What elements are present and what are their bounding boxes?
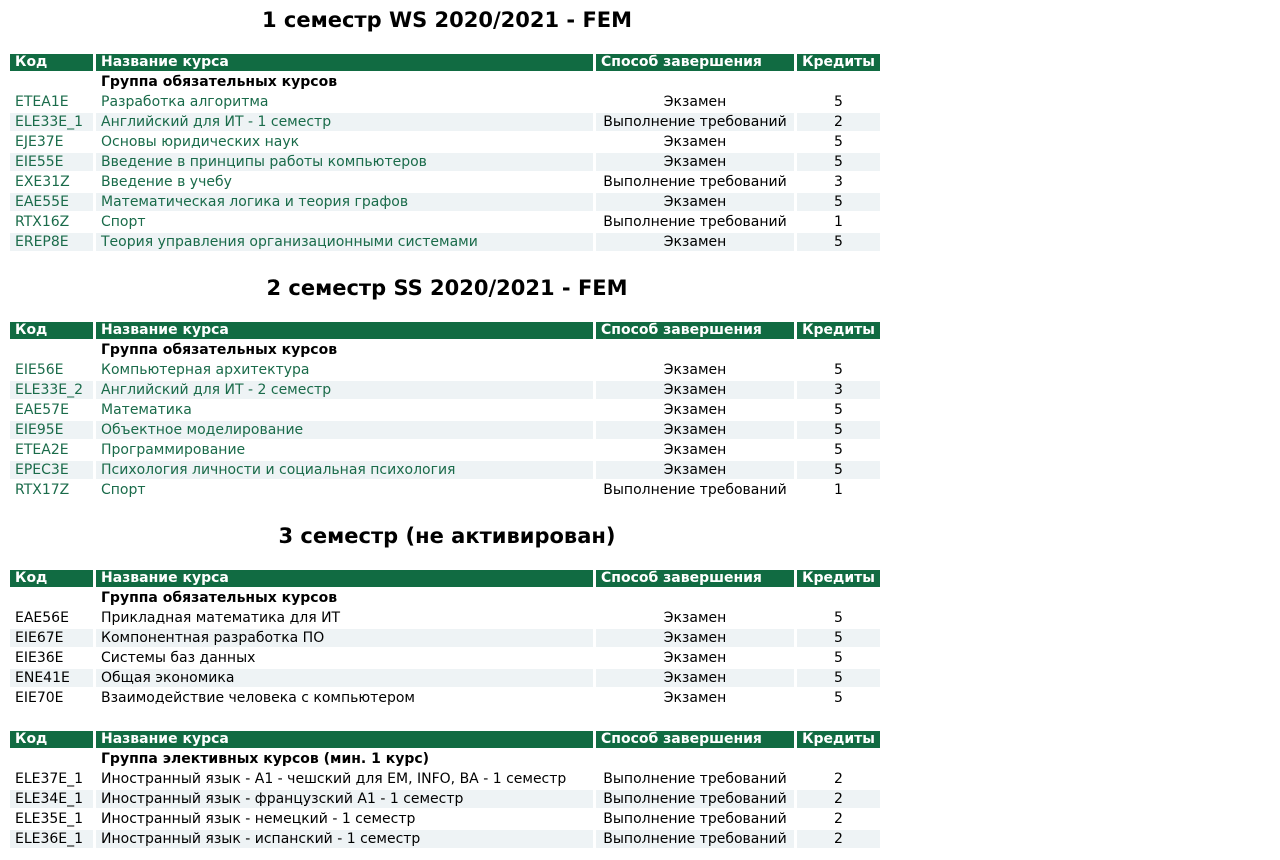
course-code: ELE35E_1: [15, 811, 84, 827]
table-row: [10, 810, 880, 828]
table-header-row: [10, 570, 880, 587]
course-credits: 5: [834, 442, 843, 458]
course-completion: Экзамен: [596, 153, 794, 171]
course-completion: Экзамен: [596, 233, 794, 251]
course-name-link[interactable]: Объектное моделирование: [96, 421, 593, 439]
course-completion: Выполнение требований: [596, 113, 794, 131]
table-row[interactable]: [10, 153, 880, 171]
course-name: Общая экономика: [96, 669, 593, 687]
table-row[interactable]: [10, 113, 880, 131]
course-code-link[interactable]: RTX17Z: [15, 482, 70, 498]
course-completion: Экзамен: [663, 650, 727, 666]
semester-3-elective-table: [7, 729, 883, 850]
course-name: Иностранный язык - A1 - чешский для EM, INFO, BA - 1 семестр: [101, 771, 567, 787]
course-code: EAE56E: [15, 610, 69, 626]
course-completion: Выполнение требований: [603, 482, 787, 498]
table-header-row: [10, 54, 880, 71]
course-name-link[interactable]: Английский для ИТ - 1 семестр: [96, 113, 593, 131]
table-row[interactable]: [10, 361, 880, 379]
semester-2-title: 2 семестр SS 2020/2021 - FEM: [266, 276, 628, 300]
table-row[interactable]: [10, 421, 880, 439]
course-name-link[interactable]: Компьютерная архитектура: [101, 362, 310, 378]
course-code: ELE37E_1: [15, 771, 84, 787]
course-credits: 3: [797, 381, 880, 399]
table-header-row: [10, 322, 880, 339]
group-name: Группа элективных курсов (мин. 1 курс): [101, 751, 430, 767]
table-row: [10, 830, 880, 848]
course-credits: 5: [797, 193, 880, 211]
course-credits: 5: [834, 362, 843, 378]
course-name: Иностранный язык - французский A1 - 1 семестр: [96, 790, 593, 808]
course-credits: 5: [834, 650, 843, 666]
course-completion: Экзамен: [596, 629, 794, 647]
course-name-link[interactable]: Введение в принципы работы компьютеров: [96, 153, 593, 171]
course-credits: 2: [834, 771, 843, 787]
semester-1-title: 1 семестр WS 2020/2021 - FEM: [261, 8, 633, 32]
table-row: [10, 609, 880, 627]
course-code-link[interactable]: ETEA1E: [15, 94, 69, 110]
table-header-row: [10, 731, 880, 748]
course-credits: 5: [834, 402, 843, 418]
course-code-link[interactable]: ELE33E_1: [10, 113, 93, 131]
table-row[interactable]: [10, 193, 880, 211]
header-credits[interactable]: Кредиты: [797, 54, 880, 71]
course-name-link[interactable]: Основы юридических наук: [101, 134, 300, 150]
course-name-link[interactable]: Математическая логика и теория графов: [96, 193, 593, 211]
course-code: ELE36E_1: [10, 830, 93, 848]
table-row[interactable]: [10, 401, 880, 419]
course-credits: 5: [834, 134, 843, 150]
course-code-link[interactable]: EIE55E: [10, 153, 93, 171]
course-credits: 5: [834, 610, 843, 626]
header-course-name[interactable]: Название курса: [96, 731, 593, 748]
course-completion: Экзамен: [663, 442, 727, 458]
group-row: [10, 750, 880, 768]
course-code-link[interactable]: ETEA2E: [15, 442, 69, 458]
course-credits: 5: [834, 690, 843, 706]
course-code: EIE70E: [15, 690, 64, 706]
course-completion: Экзамен: [596, 381, 794, 399]
table-row: [10, 689, 880, 707]
course-completion: Экзамен: [663, 402, 727, 418]
course-name-link[interactable]: Разработка алгоритма: [101, 94, 269, 110]
header-code[interactable]: Код: [10, 570, 93, 587]
table-row: [10, 770, 880, 788]
course-name-link[interactable]: Спорт: [101, 214, 146, 230]
course-credits: 2: [797, 113, 880, 131]
group-row: [10, 341, 880, 359]
header-completion[interactable]: Способ завершения: [596, 322, 794, 339]
course-name-link[interactable]: Спорт: [101, 482, 146, 498]
course-completion: Выполнение требований: [603, 214, 787, 230]
semester-1-table: [7, 52, 883, 253]
course-credits: 2: [797, 830, 880, 848]
table-row[interactable]: [10, 441, 880, 459]
course-completion: Экзамен: [596, 193, 794, 211]
course-completion: Экзамен: [596, 461, 794, 479]
header-code[interactable]: Код: [10, 54, 93, 71]
course-name-link[interactable]: Теория управления организационными системами: [96, 233, 593, 251]
course-name-link[interactable]: Психология личности и социальная психология: [96, 461, 593, 479]
semester-3-mandatory-table: [7, 568, 883, 709]
table-row[interactable]: [10, 381, 880, 399]
course-completion: Выполнение требований: [603, 811, 787, 827]
table-row[interactable]: [10, 213, 880, 231]
group-row: [10, 589, 880, 607]
table-row[interactable]: [10, 173, 880, 191]
table-row[interactable]: [10, 93, 880, 111]
course-name: Системы баз данных: [101, 650, 256, 666]
group-name: Группа обязательных курсов: [101, 342, 338, 358]
course-completion: Экзамен: [663, 610, 727, 626]
course-credits: 1: [834, 482, 843, 498]
course-code-link[interactable]: EREP8E: [10, 233, 93, 251]
course-code: ELE34E_1: [10, 790, 93, 808]
course-credits: 3: [834, 174, 843, 190]
course-code-link[interactable]: EJE37E: [15, 134, 64, 150]
course-completion: Экзамен: [663, 690, 727, 706]
course-code: EIE36E: [15, 650, 64, 666]
course-name-link[interactable]: Введение в учебу: [101, 174, 232, 190]
course-name: Прикладная математика для ИТ: [101, 610, 341, 626]
course-completion: Экзамен: [596, 669, 794, 687]
course-credits: 2: [834, 811, 843, 827]
table-row: [10, 669, 880, 687]
table-row[interactable]: [10, 233, 880, 251]
course-name: Иностранный язык - испанский - 1 семестр: [96, 830, 593, 848]
table-row[interactable]: [10, 133, 880, 151]
course-code-link[interactable]: EPEC3E: [10, 461, 93, 479]
table-row[interactable]: [10, 481, 880, 499]
course-credits: 5: [797, 629, 880, 647]
table-row: [10, 790, 880, 808]
course-name-link[interactable]: Математика: [101, 402, 192, 418]
course-code-link[interactable]: EIE56E: [15, 362, 64, 378]
course-completion: Выполнение требований: [603, 771, 787, 787]
course-code-link[interactable]: RTX16Z: [15, 214, 70, 230]
course-credits: 5: [797, 153, 880, 171]
header-course-name[interactable]: Название курса: [96, 322, 593, 339]
table-row: [10, 649, 880, 667]
course-code-link[interactable]: EAE57E: [15, 402, 69, 418]
table-row: [10, 629, 880, 647]
header-code[interactable]: Код: [10, 731, 93, 748]
header-completion[interactable]: Способ завершения: [596, 54, 794, 71]
semester-3-title: 3 семестр (не активирован): [278, 524, 616, 548]
header-credits[interactable]: Кредиты: [797, 731, 880, 748]
course-completion: Экзамен: [663, 362, 727, 378]
course-credits: 2: [797, 790, 880, 808]
course-name-link[interactable]: Программирование: [101, 442, 246, 458]
header-credits[interactable]: Кредиты: [797, 570, 880, 587]
header-completion[interactable]: Способ завершения: [596, 731, 794, 748]
header-code[interactable]: Код: [10, 322, 93, 339]
course-completion: Выполнение требований: [603, 174, 787, 190]
course-code-link[interactable]: EIE95E: [10, 421, 93, 439]
course-name: Взаимодействие человека с компьютером: [101, 690, 415, 706]
course-code-link[interactable]: EXE31Z: [15, 174, 70, 190]
course-name: Иностранный язык - немецкий - 1 семестр: [101, 811, 416, 827]
course-completion: Экзамен: [663, 94, 727, 110]
course-completion: Выполнение требований: [596, 830, 794, 848]
header-completion[interactable]: Способ завершения: [596, 570, 794, 587]
course-code-link[interactable]: ELE33E_2: [10, 381, 93, 399]
course-code-link[interactable]: EAE55E: [10, 193, 93, 211]
course-completion: Экзамен: [596, 421, 794, 439]
semester-2-table: [7, 320, 883, 501]
course-credits: 1: [834, 214, 843, 230]
course-credits: 5: [797, 421, 880, 439]
course-code: EIE67E: [10, 629, 93, 647]
group-name: Группа обязательных курсов: [101, 74, 338, 90]
course-completion: Экзамен: [663, 134, 727, 150]
course-credits: 5: [797, 233, 880, 251]
group-name: Группа обязательных курсов: [101, 590, 338, 606]
course-code: ENE41E: [10, 669, 93, 687]
table-row[interactable]: [10, 461, 880, 479]
course-credits: 5: [797, 669, 880, 687]
course-name-link[interactable]: Английский для ИТ - 2 семестр: [96, 381, 593, 399]
header-credits[interactable]: Кредиты: [797, 322, 880, 339]
course-credits: 5: [834, 94, 843, 110]
header-course-name[interactable]: Название курса: [96, 570, 593, 587]
header-course-name[interactable]: Название курса: [96, 54, 593, 71]
course-completion: Выполнение требований: [596, 790, 794, 808]
course-name: Компонентная разработка ПО: [96, 629, 593, 647]
group-row: [10, 73, 880, 91]
course-credits: 5: [797, 461, 880, 479]
